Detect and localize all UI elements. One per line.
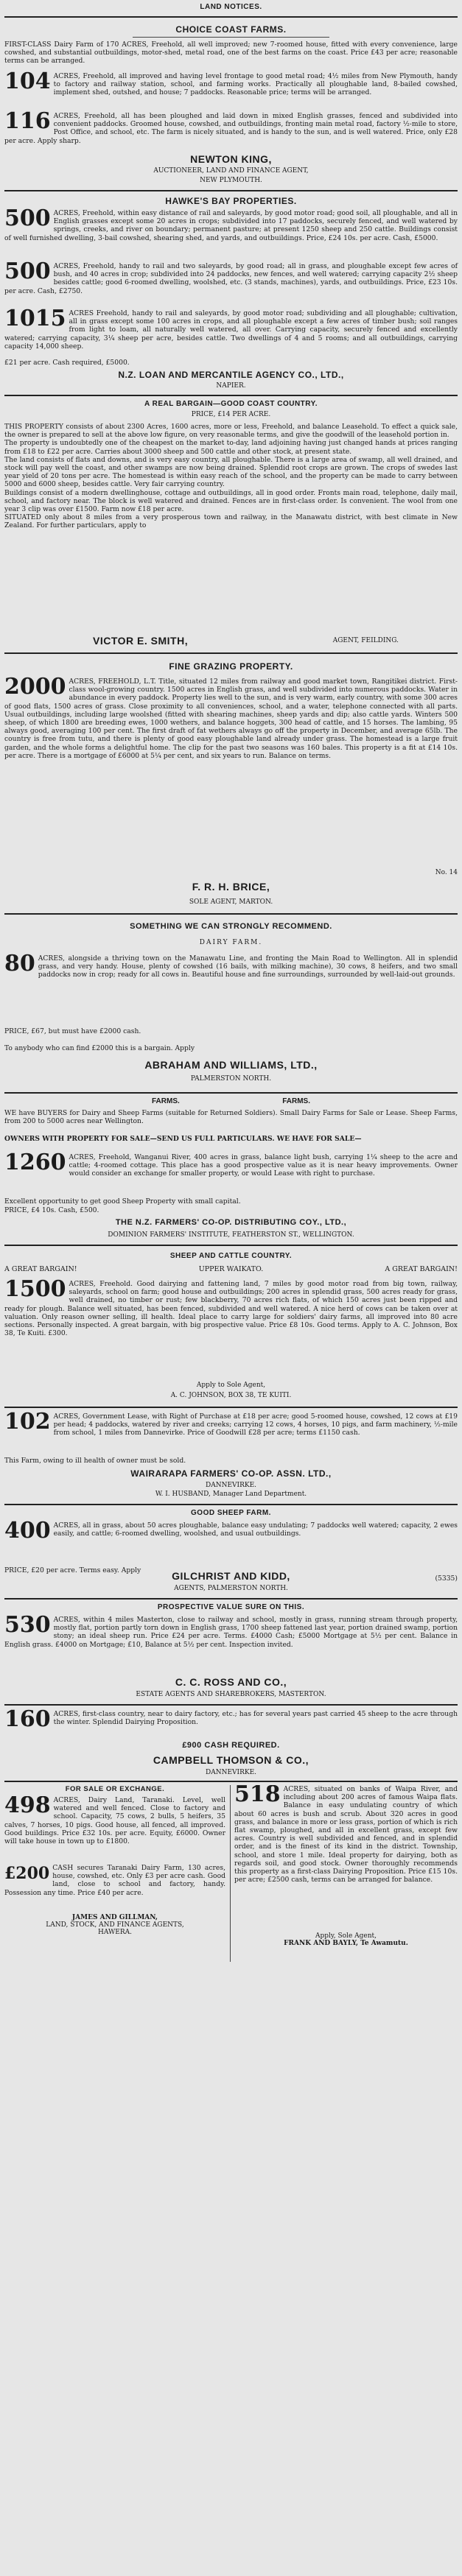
sheep-heading: SHEEP AND CATTLE COUNTRY. <box>169 1252 293 1260</box>
exchange-acres: 498 <box>4 1796 51 1818</box>
recommend-heading: SOMETHING WE CAN STRONGLY RECOMMEND. <box>130 922 332 931</box>
hawkes-property-2-acres: 500 <box>4 258 51 284</box>
hawkes-agent-place: NAPIER. <box>216 382 246 390</box>
exchange-body <box>4 1796 225 1861</box>
wairarapa-note: This Farm, owing to ill health of owner must be sold. <box>4 1457 186 1465</box>
recommend-text: ACRES, alongside a thriving town on the Manawatu Line, and fronting the Main Road to Wellington. All in splendid grass, and very handy. House, plenty of cowshed (16 bails, with milking machine), 30 cows, 8 heifers, and two small paddocks now in crop; ready for all cows in. Beautiful house and fine surroundings, surrounded by well-laid-out grounds. <box>38 954 458 979</box>
divider <box>4 1245 458 1246</box>
wairarapa-acres: 102 <box>4 1409 51 1435</box>
divider <box>4 1407 458 1408</box>
divider <box>4 16 458 18</box>
hawkes-property-3-text: ACRES Freehold, handy to rail and saleyards, by good motor road; subdividing and all ploughable; cultivation, all in grass except some 100 acres in crops, and all ploughable except a few acres of timber bush; soil ranges from light to loam, all naturally well watered, all over. Carrying capacity, securely fenced and excellently watered; carrying capacity, 3¼ sheep per acre, besides cattle. Two dwellings of 4 and 5 rooms; and all outbuildings, carrying capacity 14,000 sheep. <box>4 309 458 351</box>
divider <box>4 1704 458 1706</box>
bargain-agent-row <box>4 635 458 648</box>
waipa-apply: Apply, Sole Agent, <box>315 1932 377 1940</box>
wairarapa-manager: W. I. HUSBAND, Manager Land Department. <box>155 1491 307 1498</box>
hawkes-property-3-acres: 1015 <box>4 306 66 331</box>
goodsheep-body <box>4 1518 458 1555</box>
farms-agent: THE N.Z. FARMERS' CO-OP. DISTRIBUTING COY., LTD., <box>115 1218 347 1227</box>
wairarapa-text: ACRES, Government Lease, with Right of Purchase at £18 per acre; good 5-roomed house, cowshed, 12 cows at £19 per head; 4 paddocks, watered by river and creeks; carrying 12 cows, 4 horses, 10 pigs, and farm machinery, ½-mile from school, 1 miles from Dannevirke. Price of Goodwill £28 per acre; terms £1150 cash. <box>53 1412 458 1437</box>
grazing-agent-role: SOLE AGENT, MARTON. <box>189 898 273 906</box>
divider <box>133 37 329 38</box>
sheep-agent: A. C. JOHNSON, BOX 38, TE KUITI. <box>170 1392 292 1399</box>
recommend-agent: ABRAHAM AND WILLIAMS, LTD., <box>144 1059 318 1071</box>
exchange-heading: FOR SALE OR EXCHANGE. <box>65 1785 165 1793</box>
bargain-body: THIS PROPERTY consists of about 2300 Acres, 1600 acres, more or less, Freehold, and balance Leasehold. To effect a quick sale, the owner is prepared to sell at the above low figure, on very reasonable terms, and give the goodwill of the leasehold portion in. The property is undoubtedly one of the cheapest on the market to-day, land adjoining having just changed hands at prices ranging from £18 to £22 per acre. Carries about 3000 sheep and 500 cattle and other stock, at present state. The land consists of flats and downs, and is very easy country, all ploughable. There is a large area of swamp, all well drained, and stock will pay well the coast, and other swamps are now being drained. Splendid root crops are grown. The crops of swedes last year yield of 20 tons per acre. The homestead is within easy reach of the school, and the property can be made to carry between 5000 and 6000 sheep, besides cattle. Very fair carrying country. Buildings consist of a modern dwellinghouse, cottage and outbuildings, all in good order. Fronts main road, telephone, daily mail, school, and factory near. The block is well watered and drained. Fences are in first-class order. Is convenient. The wool from one year 3 clip was over £1500. Farm now £18 per acre. SITUATED only about 8 miles from a very prosperous town and railway, in the Manawatu district, with best climate in New Zealand. For further particulars, apply to <box>4 423 458 530</box>
wairarapa-agent: WAIRARAPA FARMERS' CO-OP. ASSN. LTD., <box>130 1468 332 1479</box>
waipa-body <box>234 1785 458 1929</box>
divider <box>4 395 458 396</box>
choice-ad-3 <box>4 108 458 149</box>
farms-text: ACRES, Freehold, Wanganui River, 400 acres in grass, balance light bush, carrying 1¼ sheep to the acre and cattle; 4-roomed cottage. This place has a good prospective value as it is near heavy improvements. Owner would consider an exchange for smaller property, or would Lease with right to purchase. <box>69 1153 458 1178</box>
farms-body <box>4 1150 458 1196</box>
section-title: LAND NOTICES. <box>200 3 262 11</box>
goodsheep-agent: GILCHRIST AND KIDD, <box>172 1570 290 1582</box>
grazing-text: ACRES, FREEHOLD, L.T. Title, situated 12 miles from railway and good market town, Rangitikei district. First-class wool-growing country. 1500 acres in English grass, and well subdivided into numerous paddocks. Water in abundance in every paddock. Property lies well to the sun, and is very warm, early country, with some 300 acres of good flats, 1500 acres of grass. Close proximity to all conveniences, school, and a water, telephone connected with all parts. Usual outbuildings, including large woolshed (fitted with shearing machines, sheep yards and dip; also cattle yards. Winters 500 sheep, of which 1800 are breeding ewes, 1000 wethers, and balance hoggets, 300 head of cattle, and 15 horses. The lambing, 95 always good, averaging 100 per cent. The first draft of fat wethers always go off the property in December, and average 65lb. The country is free from tutu, and there is plenty of good easy ploughable land already under grass. The homestead is a large fruit garden, and the whole forms a delightful home. The clip for the past two seasons was 160 bales. This property is a fit at £14 10s. per acre. There is a mortgage of £6000 at 5¼ per cent, and six years to run. Balance on terms. <box>4 678 458 760</box>
wairarapa-body <box>4 1409 458 1454</box>
grazing-agent: F. R. H. BRICE, <box>192 881 270 893</box>
prospective-agent: C. C. ROSS AND CO., <box>175 1676 287 1688</box>
sixty-agent-place: DANNEVIRKE. <box>205 1769 257 1776</box>
farms-labels <box>4 1097 458 1108</box>
sixty-body <box>4 1706 458 1738</box>
choice-ad-2 <box>4 68 458 109</box>
prospective-heading: PROSPECTIVE VALUE SURE ON THIS. <box>157 1603 305 1611</box>
exchange-text: ACRES, Dairy Land, Taranaki. Level, well watered and well fenced. Close to factory and school. Capacity, 75 cows, 2 bulls, 5 heifers, 35 calves, 7 horses, 10 pigs. Good house, all fenced, all improved. Good buildings. Price £32 10s. per acre. Equity, £6000. Owner will take house in town up to £1800. <box>4 1796 225 1846</box>
sixty-agent: CAMPBELL THOMSON & CO., <box>153 1754 309 1766</box>
exchange-cash <box>4 1864 225 1911</box>
exchange-cash-text: CASH secures Taranaki Dairy Farm, 130 acres, house, cowshed, etc. Only £3 per acre cash. Good land, close to school and factory, handy. Possession any time. Price £40 per acre. <box>4 1864 225 1897</box>
choice-heading: CHOICE COAST FARMS. <box>175 24 287 35</box>
sheep-bargain-right: A GREAT BARGAIN! <box>385 1265 458 1273</box>
sheep-bargain-left: A GREAT BARGAIN! <box>4 1265 77 1273</box>
sixty-acres: 160 <box>4 1706 51 1732</box>
goodsheep-heading: GOOD SHEEP FARM. <box>191 1509 271 1517</box>
prospective-text: ACRES, within 4 miles Masterton, close to railway and school, mostly in grass, running stream through property, mostly flat, portion partly torn down in English grass, 1700 sheep fattened last year, portion drained swamp, portion stony; an ideal sheep run. Price £24 per acre. Terms. £4000 Cash; £5000 Mortgage at 5½ per cent. Balance in English grass. £4000 on Mortgage; £10, Balance at 5½ per cent. Inspection invited. <box>4 1616 458 1649</box>
grazing-acres: 2000 <box>4 674 66 700</box>
hawkes-agent: N.Z. LOAN AND MERCANTILE AGENCY CO., LTD., <box>118 370 344 380</box>
sheep-acres: 1500 <box>4 1276 66 1302</box>
choice-ad-3-text: ACRES, Freehold, all has been ploughed and laid down in mixed English grasses, fenced and subdivided into convenient paddocks. Groomed house, cowshed, and outbuildings, fronting main metal road, factory ½-mile to store, Post Office, and school, etc. The farm is nicely situated, and is handy to the sun, and is well watered. Price, only £28 per acre. Apply sharp. <box>4 112 458 145</box>
goodsheep-acres: 400 <box>4 1518 51 1544</box>
waipa-acres: 518 <box>234 1785 281 1807</box>
sheep-apply: Apply to Sole Agent, <box>196 1382 266 1389</box>
farms-price: PRICE, £4 10s. Cash, £500. <box>4 1206 99 1214</box>
goodsheep-price: PRICE, £20 per acre. Terms easy. Apply <box>4 1566 141 1575</box>
recommend-note: To anybody who can find £2000 this is a bargain. Apply <box>4 1044 195 1052</box>
hawkes-property-3 <box>4 306 458 358</box>
waipa-agent: FRANK AND BAYLY, Te Awamutu. <box>284 1940 408 1947</box>
prospective-body <box>4 1612 458 1672</box>
farms-owners: OWNERS WITH PROPERTY FOR SALE—SEND US FULL PARTICULARS. WE HAVE FOR SALE— <box>4 1135 362 1143</box>
farms-label-left: FARMS. <box>152 1097 180 1105</box>
bottom-right-ad <box>234 1785 458 1947</box>
goodsheep-text: ACRES, all in grass, about 50 acres ploughable, balance easy undulating; 7 paddocks well watered; capacity, 2 ewes easily, and cattle; 6-roomed dwelling, woolshed, and usual outbuildings. <box>53 1521 458 1538</box>
sixty-text: ACRES, first-class country, near to dairy factory, etc.; has for several years past carried 45 sheep to the acre through the winter. Splendid Dairying Proposition. <box>53 1710 458 1727</box>
sheep-text: ACRES, Freehold. Good dairying and fattening land, 7 miles by good motor road from big town, railway, saleyards, school on farm; good house and outbuildings; 200 acres in splendid grass, 500 acres ready for grass, well drained, no timber or rust; few blackberry, 70 acres rich flats, of which 150 acres just been ripped and ready for plough. Balance well situated, has been fenced, subdivided and well watered. A nice herd of cows can be taken over at valuation. Only reason owner selling, ill health. Ideal place to carry large for soldiers' dairy farms, all improved into 80 acre sections. Personally inspected. A great bargain, with big prospective value. Price £8 10s. Good terms. Apply to A. C. Johnson, Box 38, Te Kuiti. £300. <box>4 1280 458 1338</box>
hawkes-property-1-acres: 500 <box>4 205 51 231</box>
choice-ad-3-acres: 116 <box>4 108 51 134</box>
choice-ad-2-acres: 104 <box>4 68 51 94</box>
exchange-cash-amount: £200 <box>4 1864 50 1883</box>
farms-agent-sub: DOMINION FARMERS' INSTITUTE, FEATHERSTON ST., WELLINGTON. <box>108 1231 354 1239</box>
hawkes-price: £21 per acre. Cash required, £5000. <box>4 359 130 367</box>
bargain-agent-role: AGENT, FEILDING. <box>332 637 399 644</box>
divider <box>4 190 458 191</box>
exchange-agent: JAMES AND GILLMAN, <box>71 1914 158 1921</box>
hawkes-property-2 <box>4 258 458 306</box>
prospective-acres: 530 <box>4 1612 51 1638</box>
goodsheep-agent-place: AGENTS, PALMERSTON NORTH. <box>174 1585 288 1592</box>
recommend-price: PRICE, £67, but must have £2000 cash. <box>4 1027 141 1035</box>
divider <box>4 1504 458 1505</box>
prospective-agent-place: ESTATE AGENTS AND SHAREBROKERS, MASTERTON. <box>136 1691 326 1698</box>
farms-excellent: Excellent opportunity to get good Sheep Property with small capital. <box>4 1197 241 1206</box>
farms-label-right: FARMS. <box>282 1097 310 1105</box>
divider <box>4 1598 458 1600</box>
bargain-heading: A REAL BARGAIN—GOOD COAST COUNTRY. <box>144 400 318 408</box>
choice-agent-place: NEW PLYMOUTH. <box>200 177 262 184</box>
choice-agent: NEWTON KING, <box>190 153 272 165</box>
sheep-location: UPPER WAIKATO. <box>198 1265 264 1273</box>
column-divider <box>230 1785 231 1962</box>
farms-acres: 1260 <box>4 1150 66 1175</box>
hawkes-heading: HAWKE'S BAY PROPERTIES. <box>165 196 297 206</box>
goodsheep-ref: (5335) <box>435 1574 458 1583</box>
divider <box>4 913 458 915</box>
hawkes-property-1 <box>4 205 458 259</box>
grazing-number: No. 14 <box>435 869 458 876</box>
divider <box>4 1781 458 1782</box>
exchange-agent-role: LAND, STOCK, AND FINANCE AGENTS, <box>46 1921 184 1929</box>
bargain-price: PRICE, £14 PER ACRE. <box>191 411 271 418</box>
hawkes-property-1-text: ACRES, Freehold, within easy distance of rail and saleyards, by good motor road; good soil, all ploughable, and all in English grasses except some 20 acres in crops; subdivided into 17 paddocks, securely fenced, and well watered by springs, creeks, and river on boundary; permanent pasture; at present 1250 sheep and 250 cattle. Buildings consist of well furnished dwelling, 3-bail cowshed, shearing shed, and yards, and outbuildings. Price, £24 10s. per acre. Cash, £5000. <box>4 209 458 242</box>
grazing-heading: FINE GRAZING PROPERTY. <box>169 661 293 672</box>
recommend-body <box>4 951 458 1022</box>
hawkes-property-2-text: ACRES, Freehold, handy to rail and two saleyards, by good road; all in grass, and ploughable except few acres of bush, and 40 acres in crop; subdivided into 24 paddocks, new fences, and well watered; carrying capacity 2½ sheep besides cattle; good 6-roomed dwelling, woolshed, etc. (3 stands, machines), yards, and outbuildings. Price, £23 10s. per acre. Cash, £2750. <box>4 262 458 295</box>
choice-agent-role: AUCTIONEER, LAND AND FINANCE AGENT, <box>153 167 309 175</box>
grazing-body <box>4 674 458 866</box>
recommend-agent-place: PALMERSTON NORTH. <box>190 1075 272 1083</box>
divider <box>4 1092 458 1094</box>
bargain-agent: VICTOR E. SMITH, <box>93 635 189 647</box>
sixty-cash: £900 CASH REQUIRED. <box>182 1741 280 1750</box>
waipa-text: ACRES, situated on banks of Waipa River, and including about 200 acres of famous Waipa flats. Balance in easy undulating country of which about 60 acres is bush and scrub. About 320 acres in good grass, and balance in more or less grass, portion of which is rich flat swamp, ploughed, and all in excellent grass, except few acres. Country is well subdivided and fenced, and in splendid order, and is the finest of its kind in the district. Township, school, and store 1 mile. Ideal property for dairying, both as regards soil, and good stock. Owner thoroughly recommends this property as a first-class Dairying Proposition. Price £15 10s. per acre; £2500 cash, terms can be arranged for balance. <box>234 1785 458 1885</box>
divider <box>4 652 458 654</box>
bottom-left-ad <box>4 1785 225 1936</box>
wairarapa-agent-place: DANNEVIRKE. <box>205 1482 257 1489</box>
exchange-agent-place: HAWERA. <box>98 1929 132 1936</box>
recommend-sub: DAIRY FARM. <box>199 939 263 946</box>
recommend-acres: 80 <box>4 951 35 976</box>
choice-ad-2-text: ACRES, Freehold, all improved and having level frontage to good metal road; 4½ miles from New Plymouth, handy to factory and railway station, school, and farming works. Practically all ploughable land, 8-bailed cowshed, implement shed, outshed, and house; 7 paddocks. Reasonable price; terms will be arranged. <box>53 72 458 97</box>
choice-ad-1: FIRST-CLASS Dairy Farm of 170 ACRES, Freehold, all well improved; new 7-roomed house, fitted with every convenience, large cowshed, and substantial outbuildings, motor-shed, metal road, one of the best farms on the coast. Price £43 per acre; reasonable terms can be arranged. <box>4 41 458 66</box>
sheep-body <box>4 1276 458 1379</box>
sheep-bargain-row <box>4 1265 458 1275</box>
farms-buyers: WE have BUYERS for Dairy and Sheep Farms (suitable for Returned Soldiers). Small Dairy Farms for Sale or Lease. Sheep Farms, from 200 to 5000 acres near Wellington. <box>4 1109 458 1126</box>
